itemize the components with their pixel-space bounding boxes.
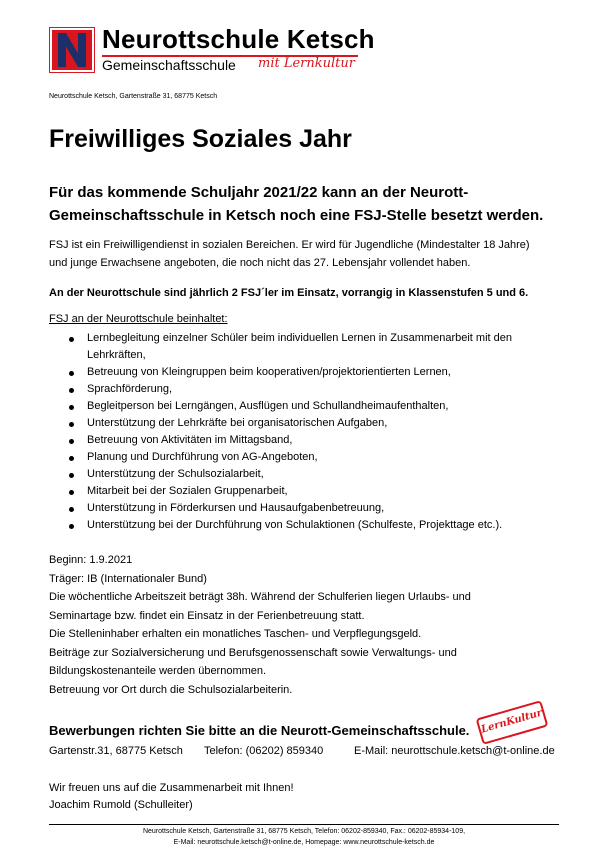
- sender-address: Neurottschule Ketsch, Gartenstraße 31, 68775 Ketsch: [49, 93, 218, 100]
- list-heading: FSJ an der Neurottschule beinhaltet:: [49, 313, 228, 325]
- lernkultur-stamp: LernKultur: [476, 700, 549, 745]
- bullet-icon: [69, 371, 74, 376]
- list-item: Lernbegleitung einzelner Schüler beim individuellen Lernen in Zusammenarbeit mit den Lehrkräften,: [49, 330, 549, 364]
- list-item: Planung und Durchführung von AG-Angeboten,: [49, 449, 549, 466]
- footer-line-1: Neurottschule Ketsch, Gartenstraße 31, 68775 Ketsch, Telefon: 06202-859340, Fax.: 06202-85934-109,: [142, 828, 466, 835]
- school-subtitle: Gemeinschaftsschule: [102, 57, 236, 73]
- hours-line-1: Die wöchentliche Arbeitszeit beträgt 38h. Während der Schulferien liegen Urlaubs- und: [49, 591, 471, 603]
- bullet-icon: [69, 422, 74, 427]
- bullet-icon: [69, 405, 74, 410]
- insurance-line-2: Bildungskostenanteile werden übernommen.: [49, 665, 267, 677]
- list-item: Unterstützung bei der Durchführung von Schulaktionen (Schulfeste, Projekttage etc.).: [49, 517, 549, 534]
- footer-divider: [49, 824, 559, 825]
- intro-paragraph: FSJ ist ein Freiwilligendienst in sozialen Bereichen. Er wird für Jugendliche (Mindestalter 18 Jahre) und junge Erwachsene angeboten, die noch nicht das 27. Lebensjahr vollendet haben.: [49, 239, 530, 269]
- carrier: Träger: IB (Internationaler Bund): [49, 572, 207, 585]
- bullet-icon: [69, 473, 74, 478]
- bullet-icon: [69, 524, 74, 529]
- bullet-icon: [69, 507, 74, 512]
- bullet-icon: [69, 439, 74, 444]
- contact-phone: Telefon: (06202) 859340: [204, 745, 324, 757]
- bullet-icon: [69, 490, 74, 495]
- job-details: [49, 551, 569, 699]
- bullet-icon: [69, 388, 74, 393]
- duties-list: [49, 330, 549, 534]
- school-logo: [49, 27, 95, 73]
- insurance-line-1: Beiträge zur Sozialversicherung und Berufsgenossenschaft sowie Verwaltungs- und: [49, 646, 457, 659]
- footer: [49, 826, 559, 848]
- bullet-icon: [69, 337, 74, 342]
- school-name: Neurottschule Ketsch: [102, 24, 375, 54]
- list-item: Betreuung von Aktivitäten im Mittagsband,: [49, 432, 549, 449]
- closing-greeting: Wir freuen uns auf die Zusammenarbeit mit Ihnen!: [49, 782, 294, 794]
- hours-line-2: Seminartage bzw. findet ein Einsatz in der Ferienbetreuung statt.: [49, 609, 365, 622]
- bold-statement: An der Neurottschule sind jährlich 2 FSJ´ler im Einsatz, vorrangig in Klassenstufen 5 und 6.: [49, 287, 529, 299]
- pay-line: Die Stelleninhaber erhalten ein monatliches Taschen- und Verpflegungsgeld.: [49, 628, 422, 640]
- list-item: Betreuung von Kleingruppen beim kooperativen/projektorientierten Lernen,: [49, 364, 549, 381]
- list-item: Unterstützung in Förderkursen und Hausaufgabenbetreuung,: [49, 500, 549, 517]
- school-motto: mit Lernkultur: [258, 56, 355, 71]
- contact-address: Gartenstr.31, 68775 Ketsch: [49, 745, 183, 757]
- list-item: Begleitperson bei Lerngängen, Ausflügen und Schullandheimaufenthalten,: [49, 398, 549, 415]
- contact-email[interactable]: E-Mail: neurottschule.ketsch@t-online.de: [354, 745, 555, 757]
- support-line: Betreuung vor Ort durch die Schulsozialarbeiterin.: [49, 683, 293, 696]
- lead-paragraph: Für das kommende Schuljahr 2021/22 kann an der Neurott-Gemeinschaftsschule in Ketsch noch eine FSJ-Stelle besetzt werden.: [49, 184, 544, 224]
- closing: [49, 780, 294, 814]
- list-item: Unterstützung der Schulsozialarbeit,: [49, 466, 549, 483]
- list-item: Mitarbeit bei der Sozialen Gruppenarbeit,: [49, 483, 549, 500]
- apply-heading: Bewerbungen richten Sie bitte an die Neurott-Gemeinschaftsschule.: [49, 723, 470, 738]
- list-item: Sprachförderung,: [49, 381, 549, 398]
- bullet-icon: [69, 456, 74, 461]
- list-item: Unterstützung der Lehrkräfte bei organisatorischen Aufgaben,: [49, 415, 549, 432]
- signature-name: Joachim Rumold (Schulleiter): [49, 799, 193, 811]
- footer-line-2: E-Mail: neurottschule.ketsch@t-online.de, Homepage: www.neurottschule-ketsch.de: [173, 839, 435, 846]
- page-title: Freiwilliges Soziales Jahr: [49, 125, 352, 153]
- start-date: Beginn: 1.9.2021: [49, 554, 133, 566]
